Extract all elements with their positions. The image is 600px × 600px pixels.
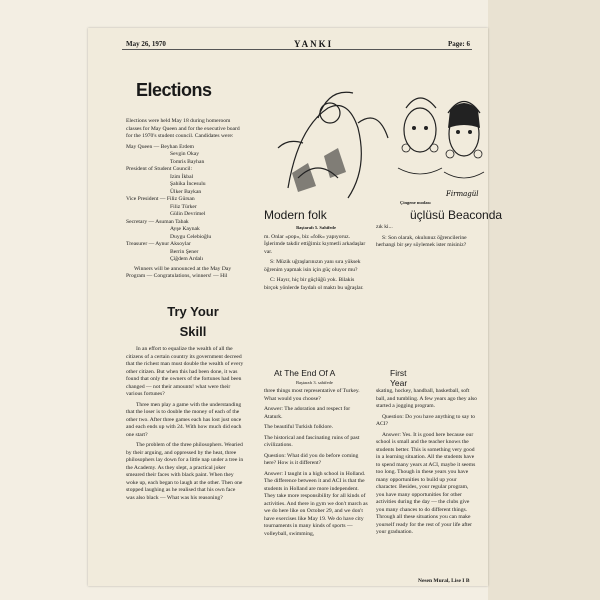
candidate-line: Şahika İncesulu bbox=[170, 181, 206, 187]
page-header bbox=[88, 36, 488, 50]
candidate-line: President of Student Council: bbox=[126, 166, 193, 172]
end-of-year-paragraph: Answer: Yes. It is good here because our school is small and the teacher knows the students better. This is something very good in a learning situation. All the students have to spend many years at ACI, maybe it seems too long. Though in these years you have many opportunities to build up your character. Besides, your regular program, you have many opportunities for other activities during the day — the clubs give you many chances to do different things. Through all these situations you can make yourself ready for the rest of your life after your graduation. bbox=[376, 431, 476, 535]
end-of-year-paragraph: The beautiful Turkish folklore. bbox=[264, 424, 333, 430]
candidate-line: Ülker Baykan bbox=[170, 188, 202, 195]
folk-article-right bbox=[376, 224, 478, 253]
candidate-line: Berrin Şener bbox=[170, 248, 199, 255]
elections-article bbox=[126, 118, 244, 284]
page-edge bbox=[488, 0, 600, 600]
candidate-line: Gülin Devrimel bbox=[170, 211, 206, 217]
folk-headline-b: üçlüsü Beaconda bbox=[410, 208, 503, 222]
illustration-signature: Firmagül bbox=[446, 190, 479, 198]
skill-paragraph: In an effort to equalize the wealth of all the citizens of a certain country its government decreed that the richest man must double the wealth of every other citizen. But when this had been done, it was found that only the owners of the fortunes had been changed — not their amounts! what were their various fortunes? bbox=[126, 346, 244, 397]
skill-paragraph: Three men play a game with the understanding that the loser is to double the money of each of the other two. After three games each has lost just once and each ends up with 24. With how much did each one start? bbox=[126, 401, 242, 438]
end-of-year-byline: Nesen Mural, Lise I B bbox=[418, 578, 470, 584]
folk-headline bbox=[264, 208, 503, 222]
end-of-year-paragraph: skating, hockey, handball, basketball, soft ball, and tumbling. A few years ago they also started a jogging program. bbox=[376, 388, 477, 409]
end-of-year-headline-b: First Year bbox=[390, 368, 408, 388]
candidate-line: Vice President — Filiz Gürsan bbox=[126, 196, 195, 202]
header-rule bbox=[122, 49, 472, 50]
skill-title bbox=[150, 302, 236, 342]
candidate-line: Ayşe Kaynak bbox=[170, 226, 200, 232]
folk-subhead: Baştarafı 5. Sahifede bbox=[296, 225, 336, 230]
skill-article bbox=[126, 346, 244, 505]
folk-paragraph: m. Onlar «pop», biz «folk» yapıyoruz. İşlerimde takdir ettiğimiz kıymetli arkadaşlar var. bbox=[264, 233, 366, 255]
folk-paragraph: S: Müzik uğraşlarınızın yanı sıra yüksek öğrenim yapmak isin için güç oluyor mu? bbox=[264, 259, 361, 273]
newspaper-page bbox=[88, 28, 503, 586]
candidate-line: Sevgin Okay bbox=[170, 151, 200, 157]
page-number: Page: 6 bbox=[448, 40, 470, 48]
end-of-year-paragraph: Question: What did you do before coming here? How is it different? bbox=[264, 452, 359, 466]
end-of-year-paragraph: Question: Do you have anything to say to ACI? bbox=[376, 413, 476, 427]
candidate-line: Secretary — Asuman Tabak bbox=[126, 218, 189, 225]
folk-paragraph: S: Son olarak, okulunuz öğrencilerine herhangi bir şey söylemek ister misiniz? bbox=[376, 234, 467, 248]
candidate-line: Çiğdem Ardalı bbox=[170, 256, 204, 262]
candidate-line: Duygu Celebioğlu bbox=[170, 233, 212, 240]
end-of-year-left bbox=[264, 388, 368, 541]
end-of-year-right bbox=[376, 388, 478, 540]
end-of-year-paragraph: Answer: I taught in a high school in Holland. The difference between it and ACI is that the students in Holland are more independent. They take more responsibility for all kinds of activities. And there in gym we don't march as we do here like on October 29, and we don't have exercises like May 19. We do have city tournaments in many kinds of sports — volleyball, swimming, bbox=[264, 470, 368, 537]
folk-headline-a: Modern folk bbox=[264, 208, 327, 222]
end-of-year-paragraph: Answer: The adoration and respect for Ataturk. bbox=[264, 406, 351, 420]
folk-article-left bbox=[264, 224, 368, 295]
publication-name: YANKI bbox=[294, 39, 334, 49]
elections-title: Elections bbox=[136, 80, 212, 100]
illustration-caption: Çingene modası bbox=[400, 200, 431, 205]
candidate-line: May Queen — Beyhan Erdem bbox=[126, 143, 195, 150]
elections-closing: Winners will be announced at the May Day Program — Congratulations, winners! — Hil bbox=[126, 265, 232, 279]
issue-date: May 26, 1970 bbox=[126, 40, 166, 48]
elections-intro: Elections were held May 18 during homeroom classes for May Queen and for the executive board for the 1970's student council. Candidates were: bbox=[126, 118, 240, 139]
skill-title-line1: Try Your bbox=[167, 304, 219, 319]
candidate-line: Tomris Bayhan bbox=[170, 158, 205, 165]
candidate-line: Filiz Türker bbox=[170, 203, 197, 210]
folk-paragraph: zık ki... bbox=[376, 224, 393, 230]
end-of-year-paragraph: three things most representative of Turkey. What would you choose? bbox=[264, 388, 360, 402]
folk-paragraph: C: Hayır, hiç bir güçlüğü yok. Bilakis birçok yönlerde faydalı ol maktı bu uğraşlar. bbox=[264, 277, 364, 291]
gypsy-fashion-illustration bbox=[258, 68, 486, 202]
end-of-year-subhead: Baştarafı 3. sahifede bbox=[296, 380, 333, 385]
skill-paragraph: The problem of the three philosophers. Wearied by their arguing, and oppressed by the heat, three philosophers lay down for a little nap under a tree in the Academy. As they slept, a practical joker smeared their faces with black paint. When they woke up, each began to laugh at the other. Then one stopped laughing as he realised that his own face was also black — What was his reasoning? bbox=[126, 442, 244, 501]
end-of-year-headline-a: At The End Of A bbox=[274, 368, 336, 378]
candidate-line: Treasurer — Aynur Aksoylar bbox=[126, 241, 191, 247]
skill-title-line2: Skill bbox=[179, 324, 207, 339]
end-of-year-paragraph: The historical and fascinating ruins of past civilizations. bbox=[264, 434, 360, 448]
candidate-line: Izim İkbal bbox=[170, 173, 194, 180]
